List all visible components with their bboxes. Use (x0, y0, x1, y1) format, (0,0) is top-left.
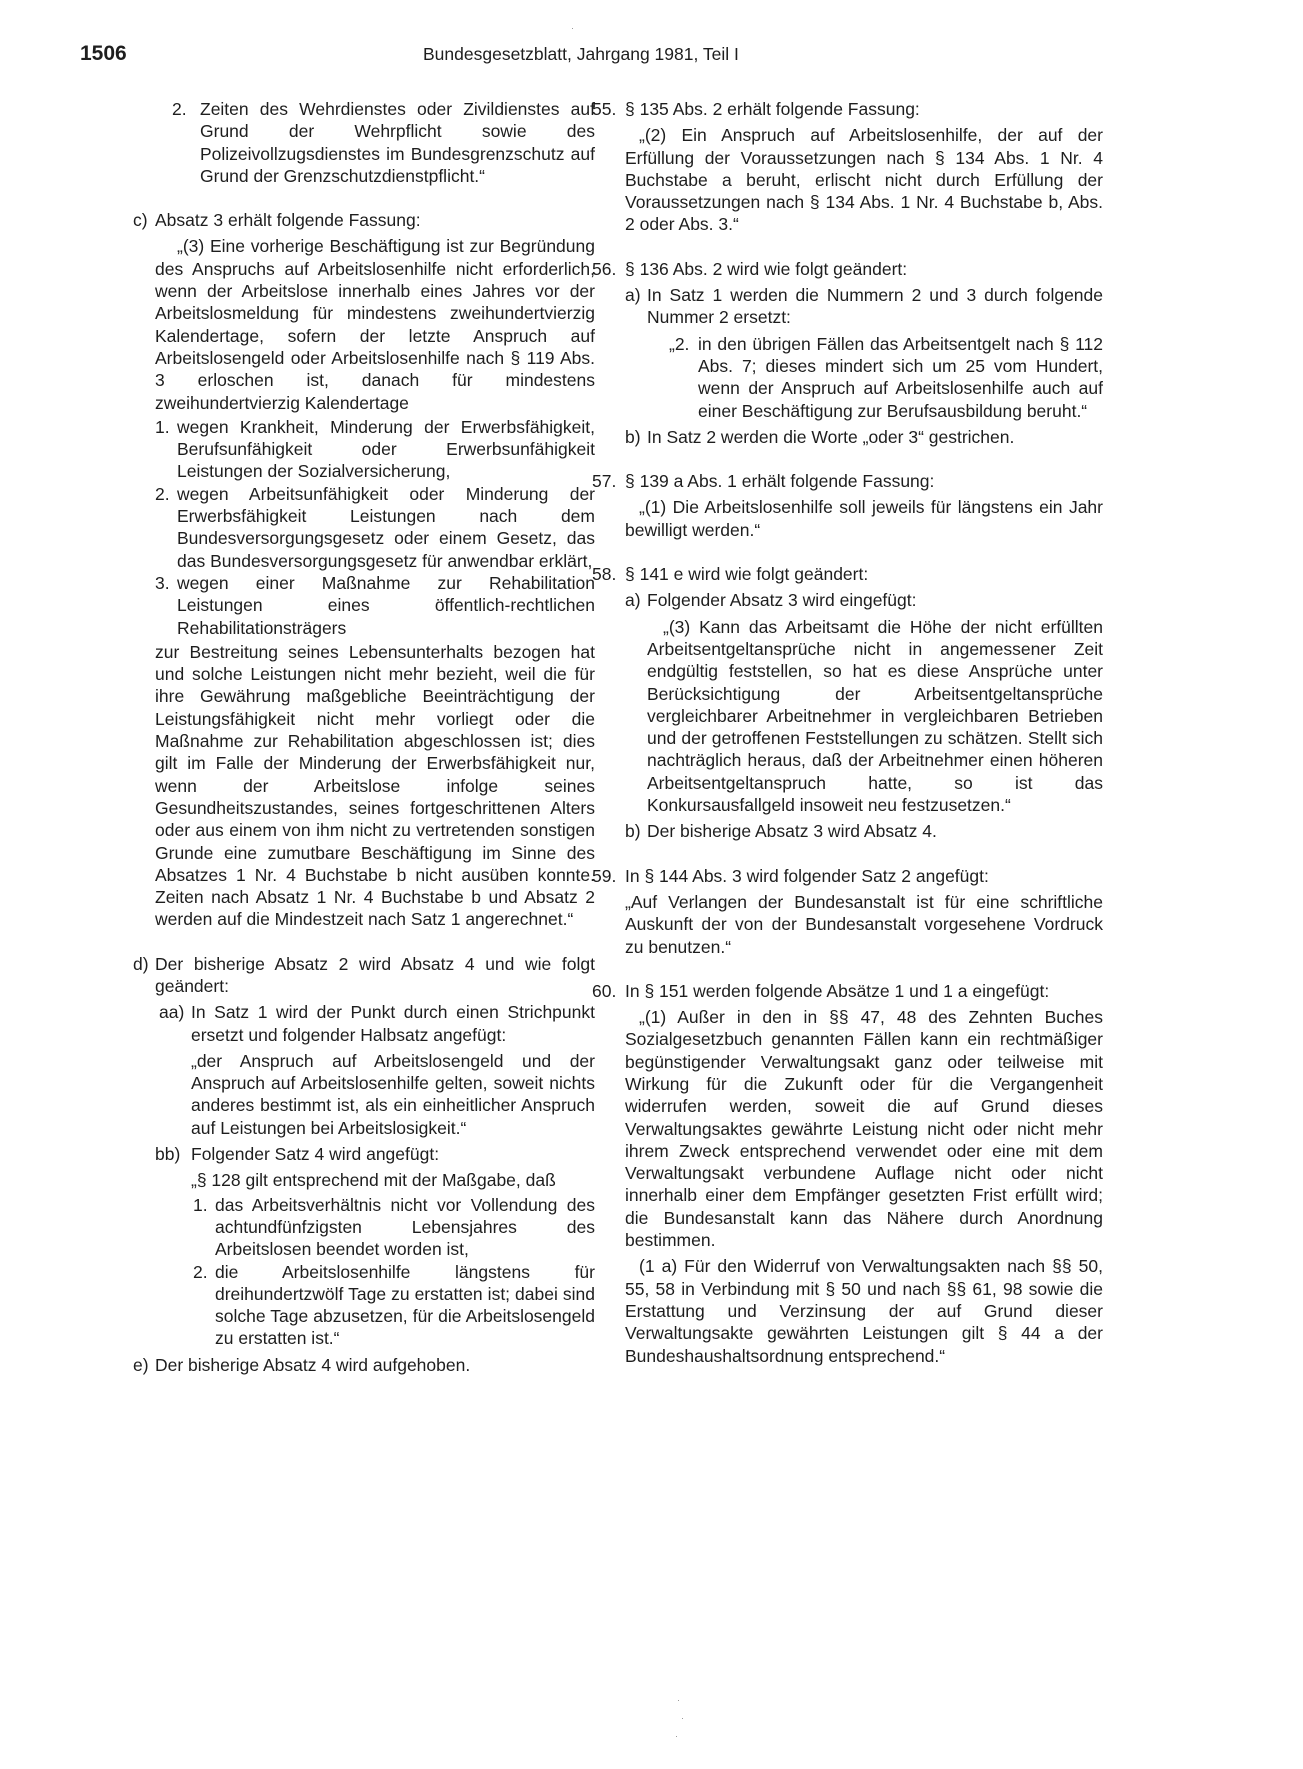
page-number: 1506 (80, 42, 127, 65)
section-c (133, 209, 595, 231)
bb-list-item-2-label: 2. (193, 1261, 208, 1282)
c-list-item-3-text: wegen einer Maßnahme zur Rehabilitation Leistungen eines öffentlich-rechtlichen Rehabilitationsträgers (177, 572, 595, 638)
section-bb-text: Folgender Satz 4 wird angefügt: (191, 1144, 440, 1165)
item-58-b-label: b) (625, 821, 641, 842)
section-bb-quote: „§ 128 gilt entsprechend mit der Maßgabe, daß (191, 1170, 556, 1191)
bb-list-item-2-text: die Arbeitslosenhilfe längstens für dreihundertzwölf Tage zu erstatten ist; dabei sind solche Tage abzusetzen, für die Arbeitslosengeld zu erstatten ist.“ (215, 1261, 595, 1349)
c-list-item-2-text: wegen Arbeitsunfähigkeit oder Minderung der Erwerbsfähigkeit Leistungen nach dem Bundesversorgungsgesetz oder einem Gesetz, das das Bundesversorgungsgesetz für anwendbar erklärt, (177, 483, 595, 571)
item-57-text: § 139 a Abs. 1 erhält folgende Fassung: (625, 471, 935, 492)
item-58-text: § 141 e wird wie folgt geändert: (625, 564, 869, 585)
section-d (133, 953, 595, 998)
scan-speck (678, 1700, 679, 1701)
bb-list-item-2 (193, 1261, 595, 1350)
c-list-item-2 (155, 483, 595, 572)
item-58-a (625, 589, 1103, 611)
section-aa-text: In Satz 1 wird der Punkt durch einen Strichpunkt ersetzt und folgender Halbsatz angefügt: (191, 1002, 595, 1045)
item-56-b-text: In Satz 2 werden die Worte „oder 3“ gestrichen. (647, 426, 1015, 447)
item-56-text: § 136 Abs. 2 wird wie folgt geändert: (625, 258, 908, 279)
item-58-a-quote: „(3) Kann das Arbeitsamt die Höhe der nicht erfüllten Arbeitsentgeltansprüche nicht in angemessener Zeit endgültig feststellen, so hat es diese Ansprüche unter Berücksichtigung der Arbeitsentgeltansprüche vergleichbarer Arbeitnehmer in vergleichbaren Betrieben und der getroffenen Feststellungen zu schätzen. Stellt sich nachträglich heraus, daß der Arbeitnehmer einen höheren Arbeitsentgeltanspruch hatte, so ist das Konkursausfallgeld insoweit neu festzusetzen.“ (647, 616, 1103, 816)
section-c-label: c) (133, 210, 148, 231)
section-c-quote: „(3) Eine vorherige Beschäftigung ist zur Begründung des Anspruchs auf Arbeitslosenhilfe nicht erforderlich, wenn der Arbeitslose innerhalb eines Jahres vor der Arbeitslosmeldung für mindestens zweihundertvierzig Kalendertage, sofern der letzte Anspruch auf Arbeitslosengeld oder Arbeitslosenhilfe nach § 119 Abs. 3 erloschen ist, danach für mindestens zweihundertvierzig Kalendertage (155, 236, 595, 413)
item-56 (592, 258, 1103, 280)
item-59 (592, 865, 1103, 887)
section-d-text: Der bisherige Absatz 2 wird Absatz 4 und wie folgt geändert: (155, 953, 595, 996)
left-column (133, 98, 595, 1376)
scan-speck (682, 1718, 683, 1719)
item-60-label: 60. (592, 980, 617, 1001)
item-56-label: 56. (592, 258, 617, 279)
item-55-quote: „(2) Ein Anspruch auf Arbeitslosenhilfe, der auf der Erfüllung der Voraussetzungen nach § 134 Abs. 1 Nr. 4 Buchstabe a beruht, erlischt nicht durch Erfüllung der Voraussetzungen nach § 134 Abs. 1 Nr. 4 Buchstabe b, Abs. 2 oder Abs. 3.“ (625, 125, 1103, 235)
item-56-a-quote (669, 333, 1103, 422)
item-55-label: 55. (592, 99, 617, 119)
running-head: Bundesgesetzblatt, Jahrgang 1981, Teil I (423, 44, 739, 64)
section-e (133, 1354, 595, 1376)
item-2 (172, 98, 595, 187)
bb-list-item-1-text: das Arbeitsverhältnis nicht vor Vollendung des achtundfünfzigsten Lebensjahres des Arbeitslosen beendet worden ist, (215, 1194, 595, 1260)
item-59-label: 59. (592, 865, 617, 886)
item-55-text: § 135 Abs. 2 erhält folgende Fassung: (625, 99, 920, 119)
item-58-a-text: Folgender Absatz 3 wird eingefügt: (647, 590, 917, 611)
item-59-quote: „Auf Verlangen der Bundesanstalt ist für eine schriftliche Auskunft der von der Bundesanstalt vorgesehene Vordruck zu benutzen.“ (625, 891, 1103, 957)
item-2-label: 2. (172, 99, 187, 119)
item-57-quote: „(1) Die Arbeitslosenhilfe soll jeweils für längstens ein Jahr bewilligt werden.“ (625, 497, 1103, 540)
item-58-a-label: a) (625, 590, 641, 611)
item-60-quote-2: (1 a) Für den Widerruf von Verwaltungsakten nach §§ 50, 55, 58 in Verbindung mit § 50 und nach §§ 61, 98 sowie die Erstattung und Verzinsung der auf Grund dieser Verwaltungsakte gewährten Leistungen gilt § 44 a der Bundeshaushaltsordnung entsprechend.“ (625, 1256, 1103, 1366)
c-list-item-1-label: 1. (155, 416, 170, 437)
item-60-quote-1: „(1) Außer in den in §§ 47, 48 des Zehnten Buches Sozialgesetzbuch genannten Fällen kann ein rechtmäßiger begünstigender Verwaltungsakt ganz oder teilweise mit Wirkung für die Zukunft oder für die Vergangenheit widerrufen werden, soweit die auf Grund dieses Verwaltungsaktes gewährte Leistung nicht oder nicht mehr ihrem Zweck entsprechend verwendet oder eine mit dem Verwaltungsakt verbundene Auflage nicht oder nicht innerhalb einer dem Empfänger gesetzten Frist erfüllt wird; die Bundesanstalt kann das Nähere durch Anordnung bestimmen. (625, 1007, 1103, 1251)
section-c-heading: Absatz 3 erhält folgende Fassung: (155, 210, 421, 231)
item-57 (592, 470, 1103, 492)
item-56-b-label: b) (625, 426, 641, 447)
item-58 (592, 563, 1103, 585)
item-56-a-quote-label: „2. (669, 333, 690, 354)
section-e-label: e) (133, 1354, 149, 1375)
section-d-label: d) (133, 953, 149, 974)
item-55 (592, 98, 1103, 120)
item-58-b (625, 820, 1103, 842)
section-e-text: Der bisherige Absatz 4 wird aufgehoben. (155, 1354, 471, 1375)
c-list-item-1 (155, 416, 595, 483)
item-56-a-quote-text: in den übrigen Fällen das Arbeitsentgelt nach § 112 Abs. 7; dieses mindert sich um 25 vom Hundert, wenn der Anspruch auf Arbeitslosenhilfe auch auf einer Beschäftigung zur Berufsausbildung beruht.“ (698, 333, 1103, 421)
section-c-continuation: zur Bestreitung seines Lebensunterhalts bezogen hat und solche Leistungen nicht mehr bezieht, weil die für ihre Gewährung maßgebliche Beeinträchtigung der Leistungsfähigkeit nicht mehr vorliegt oder die Maßnahme zur Rehabilitation abgeschlossen ist; dies gilt im Falle der Minderung der Erwerbsfähigkeit nur, wenn der Arbeitslose infolge seines Gesundheitszustandes, seines fortgeschrittenen Alters oder aus einem von ihm nicht zu vertretenden sonstigen Grunde eine zumutbare Beschäftigung im Sinne des Absatzes 1 Nr. 4 Buchstabe b nicht ausüben konnte. Zeiten nach Absatz 1 Nr. 4 Buchstabe b und Absatz 2 werden auf die Mindestzeit nach Satz 1 angerechnet.“ (155, 641, 595, 930)
item-60-text: In § 151 werden folgende Absätze 1 und 1 a eingefügt: (625, 980, 1050, 1001)
item-58-b-text: Der bisherige Absatz 3 wird Absatz 4. (647, 821, 937, 842)
c-list-item-3 (155, 572, 595, 639)
bb-list-item-1 (193, 1194, 595, 1261)
section-aa-quote: „der Anspruch auf Arbeitslosengeld und der Anspruch auf Arbeitslosenhilfe gelten, soweit nichts anderes bestimmt ist, als ein einheitlicher Anspruch auf Leistungen bei Arbeitslosigkeit.“ (191, 1050, 595, 1138)
c-list-item-2-label: 2. (155, 483, 170, 504)
scan-speck (676, 1736, 677, 1737)
c-list-item-1-text: wegen Krankheit, Minderung der Erwerbsfähigkeit, Berufsunfähigkeit oder Erwerbsunfähigkeit Leistungen der Sozialversicherung, (177, 416, 595, 482)
right-column (592, 98, 1103, 1367)
c-list-item-3-label: 3. (155, 572, 170, 593)
item-58-label: 58. (592, 564, 617, 585)
item-2-text: Zeiten des Wehrdienstes oder Zivildienstes auf Grund der Wehrpflicht sowie des Polizeivollzugsdienstes im Bundesgrenzschutz auf Grund der Grenzschutzdienstpflicht.“ (200, 99, 595, 186)
item-56-a-text: In Satz 1 werden die Nummern 2 und 3 durch folgende Nummer 2 ersetzt: (647, 285, 1103, 328)
item-56-b (625, 426, 1103, 448)
item-60 (592, 980, 1103, 1002)
bb-list-item-1-label: 1. (193, 1194, 208, 1215)
section-aa (159, 1001, 595, 1046)
section-bb-label: bb) (155, 1144, 181, 1165)
scan-speck (572, 28, 573, 29)
item-57-label: 57. (592, 471, 617, 492)
item-56-a-label: a) (625, 285, 641, 306)
section-aa-label: aa) (159, 1002, 185, 1023)
item-56-a (625, 284, 1103, 329)
item-59-text: In § 144 Abs. 3 wird folgender Satz 2 angefügt: (625, 865, 989, 886)
section-bb (155, 1143, 595, 1165)
